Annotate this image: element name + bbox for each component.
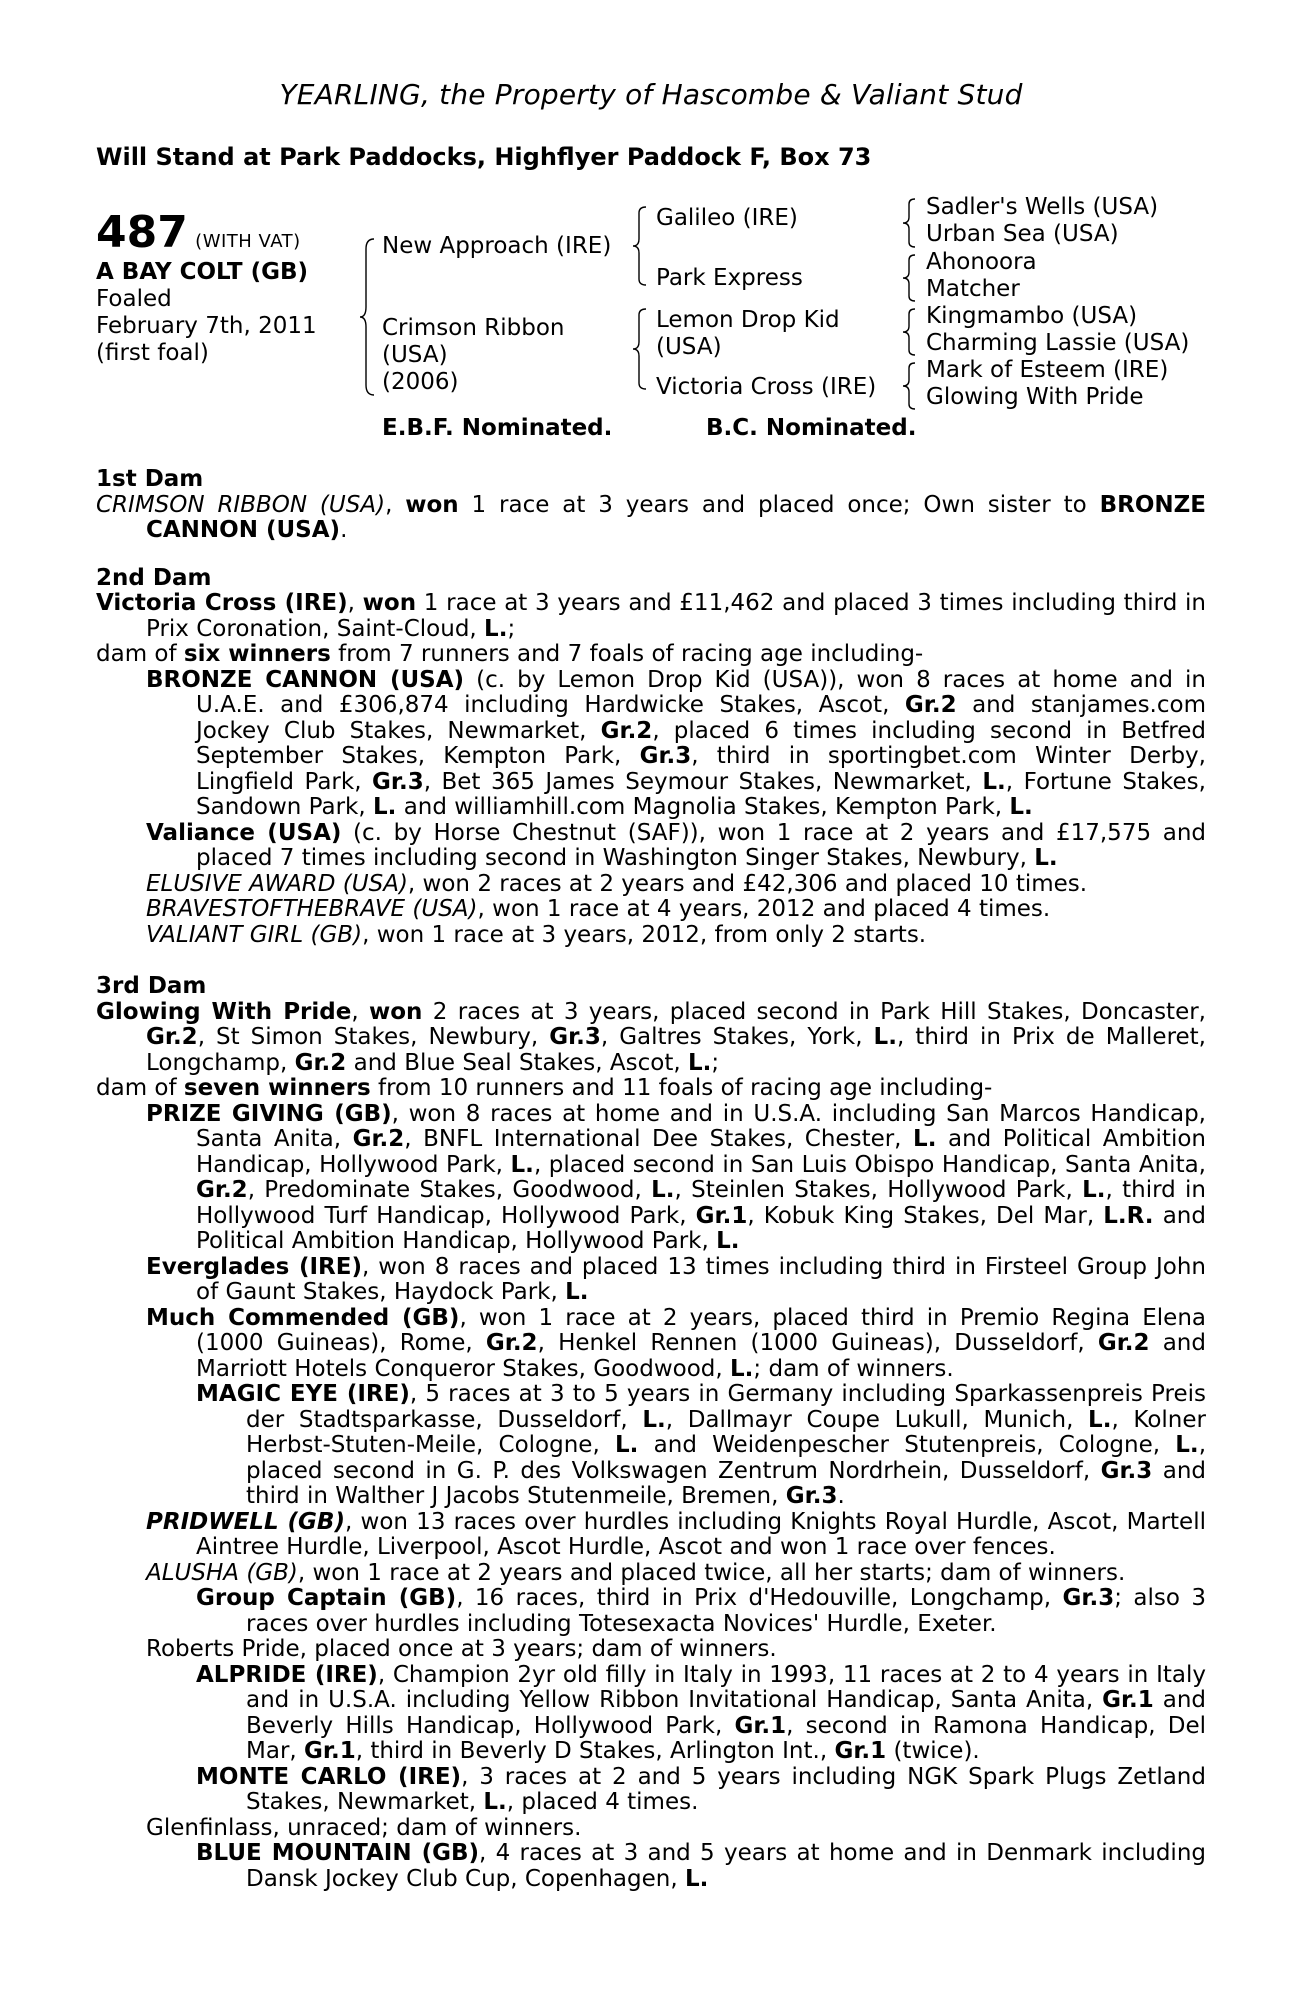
race-text: and williamhill.com Magnolia Stakes, Kempton Park, xyxy=(396,794,1010,820)
listed-mark: L. xyxy=(1009,794,1033,820)
listed-mark: L. xyxy=(1034,845,1058,871)
race-text: (twice). xyxy=(886,1738,980,1764)
race-text: and third in Walther J Jacobs Stutenmeile, Bremen, xyxy=(246,1457,1206,1509)
listed-mark: L.R. xyxy=(1103,1202,1154,1229)
produce-valiance xyxy=(96,821,1206,872)
grade-mark: Gr.3 xyxy=(1062,1585,1115,1611)
grade-mark: Gr.3 xyxy=(549,1024,601,1050)
produce-magic-eye xyxy=(96,1382,1206,1510)
dam-of-label: dam of xyxy=(96,641,184,667)
sire-sire-sire: Sadler's Wells (USA) xyxy=(926,194,1159,220)
stand-location: Will Stand at Park Paddocks, Highflyer Paddock F, Box 73 xyxy=(96,143,872,171)
race-text: and Political Ambition Handicap, Hollywood Park, xyxy=(196,1202,1206,1254)
first-foal-note: (first foal) xyxy=(96,340,209,366)
grade-mark: Gr.3 xyxy=(1100,1457,1153,1484)
dam-line2: (USA) xyxy=(382,342,448,368)
dam-of-rest: from 7 runners and 7 foals of racing age including- xyxy=(330,641,924,667)
grade-mark: Gr.3 xyxy=(372,768,424,795)
grade-mark: Gr.2 xyxy=(196,1177,248,1203)
dam-sire-line1: Lemon Drop Kid xyxy=(656,307,840,333)
race-text: , Bet 365 James Seymour Stakes, Newmarket, xyxy=(423,768,983,795)
race-text: , St Simon Stakes, Newbury, xyxy=(197,1024,550,1050)
first-dam-entry: CRIMSON RIBBON (USA), won 1 race at 3 years and placed once; Own sister to BRONZE CANNON (USA). xyxy=(96,491,1207,543)
race-text: . xyxy=(837,1483,845,1509)
brace-victoria xyxy=(901,361,919,411)
dam-line1: Crimson Ribbon xyxy=(382,315,565,341)
grade-mark: Gr.1 xyxy=(304,1738,356,1764)
race-text: ; xyxy=(711,1049,720,1076)
dam-dam-sire: Mark of Esteem (IRE) xyxy=(926,357,1169,383)
race-text: , Steinlen Stakes, Hollywood Park, xyxy=(674,1177,1083,1203)
dam-of-rest: from 10 runners and 11 foals of racing age including- xyxy=(370,1075,993,1101)
race-text: , third in Prix de Malleret, Longchamp, xyxy=(146,1024,1206,1076)
listed-mark: L. xyxy=(873,1024,897,1050)
listed-mark: L. xyxy=(730,1355,754,1382)
grade-mark: Gr.3 xyxy=(639,743,692,769)
listed-mark: L. xyxy=(687,1049,712,1076)
race-text: 2 races at 3 years, placed second in Park Hill Stakes, Doncaster, xyxy=(422,998,1206,1025)
first-dam-text: 1 race at 3 years and placed once; Own sister to xyxy=(458,491,1100,518)
dam-sire-sire: Kingmambo (USA) xyxy=(926,303,1138,329)
produce-bravestofthebrave xyxy=(96,897,1206,923)
race-text: , BNFL International Dee Stakes, Chester, xyxy=(404,1126,914,1152)
second-dam-entry: Victoria Cross (IRE), won 1 race at 3 years and £11,462 and placed 3 times including third in Prix Coronation, Saint-Cloud, L.; xyxy=(96,590,1206,642)
horse-name: BRAVESTOFTHEBRAVE (USA) xyxy=(146,896,478,922)
race-text: ; also 3 races over hurdles including Totesexacta Novices' Hurdle, Exeter. xyxy=(246,1585,1206,1637)
listed-mark: L. xyxy=(615,1432,639,1458)
race-text: ; dam of winners. xyxy=(753,1355,954,1382)
race-text: , third in Hollywood Turf Handicap, Hollywood Park, xyxy=(196,1177,1206,1229)
sire-sire-dam: Urban Sea (USA) xyxy=(926,221,1119,247)
horse-name: VALIANT GIRL (GB) xyxy=(146,921,363,948)
produce-pridwell xyxy=(96,1510,1206,1561)
horse-name: BLUE MOUNTAIN (GB) xyxy=(196,1840,480,1866)
ebf-nominated: E.B.F. Nominated. xyxy=(382,415,613,441)
horse-name: ELUSIVE AWARD (USA) xyxy=(146,870,408,897)
race-text: , placed 4 times. xyxy=(506,1789,699,1815)
first-dam-name: CRIMSON RIBBON (USA) xyxy=(96,491,386,518)
race-text: , won 13 races over hurdles including Knights Royal Hurdle, Ascot, Martell Aintree Hurdle, Liverpool, Ascot Hurdle, Ascot and won 1 race over fences. xyxy=(196,1508,1206,1560)
winners-count: six winners xyxy=(183,641,331,667)
race-text: (c. by Horse Chestnut (SAF)), won 1 race at 2 years and £17,575 and placed 7 times including second in Washington Singer Stakes, Newbury, xyxy=(196,819,1207,871)
race-text: , Dallmayr Coupe Lukull, Munich, xyxy=(665,1406,1089,1433)
produce-monte-carlo xyxy=(96,1765,1206,1816)
listed-mark: L. xyxy=(716,1228,740,1254)
sire-dam: Park Express xyxy=(656,265,803,291)
race-text: and Marriott Hotels Conqueror Stakes, Goodwood, xyxy=(196,1330,1206,1382)
race-text: , third in Beverly D Stakes, Arlington Int., xyxy=(355,1738,835,1764)
winners-count: seven winners xyxy=(183,1075,371,1101)
race-text: , third in sportingbet.com Winter Derby, Lingfield Park, xyxy=(196,743,1206,795)
bc-nominated: B.C. Nominated. xyxy=(706,415,917,441)
foaled-date: February 7th, 2011 xyxy=(96,313,317,339)
race-text: , Kobuk King Stakes, Del Mar, xyxy=(747,1202,1104,1229)
lot-heading xyxy=(96,209,301,257)
third-dam-produce-line xyxy=(96,1076,1206,1102)
listed-mark: L. xyxy=(565,1279,589,1305)
race-text: , Predominate Stakes, Goodwood, xyxy=(247,1177,652,1203)
dam-dam: Victoria Cross (IRE) xyxy=(656,374,877,400)
produce-group-captain xyxy=(96,1586,1206,1637)
race-text: , 5 races at 3 to 5 years in Germany including Sparkassenpreis Preis der Stadtsparkasse, Dusseldorf, xyxy=(246,1381,1206,1433)
grade-mark: Gr.1 xyxy=(695,1202,748,1229)
race-text: and stanjames.com Jockey Club Stakes, Newmarket, xyxy=(196,692,1206,744)
race-text: (c. by Lemon Drop Kid (USA)), won 8 races at home and in U.A.E. and £306,874 including Hardwicke Stakes, Ascot, xyxy=(196,666,1206,718)
race-text: , Champion 2yr old filly in Italy in 1993, 11 races at 2 to 4 years in Italy and in U.S.A. including Yellow Ribbon Invitational Handicap, Santa Anita, xyxy=(246,1661,1206,1713)
grade-mark: Gr.1 xyxy=(834,1738,887,1764)
race-text: , won 8 races and placed 13 times including third in Firsteel Group John of Gaunt Stakes, Haydock Park, xyxy=(196,1253,1207,1305)
second-dam-text: 1 race at 3 years and £11,462 and placed 3 times including third in Prix Coronation, Saint-Cloud, xyxy=(146,590,1206,642)
horse-name: Valiance (USA) xyxy=(146,819,342,846)
horse-name: PRIZE GIVING (GB) xyxy=(146,1100,392,1127)
race-text: , Kolner Herbst-Stuten-Meile, Cologne, xyxy=(246,1406,1206,1458)
listed-mark: L. xyxy=(483,1789,507,1815)
race-text: , won 8 races at home and in U.S.A. including San Marcos Handicap, Santa Anita, xyxy=(196,1100,1206,1152)
race-text: and Political Ambition Handicap, Hollywood Park, xyxy=(196,1126,1206,1178)
lot-number: 487 xyxy=(96,207,188,258)
horse-name: Everglades (IRE) xyxy=(146,1253,362,1280)
produce-prize-giving xyxy=(96,1102,1206,1255)
race-text: and Weidenpescher Stutenpreis, Cologne, xyxy=(638,1432,1176,1458)
race-text: , 16 races, third in Prix d'Hedouville, Longchamp, xyxy=(456,1585,1063,1611)
horse-name: Much Commended (GB) xyxy=(146,1304,460,1331)
third-dam-name: Glowing With Pride xyxy=(96,998,352,1025)
grade-mark: Gr.1 xyxy=(734,1712,787,1739)
race-text: , Galtres Stakes, York, xyxy=(600,1024,874,1050)
won-label: won xyxy=(369,998,423,1025)
pedigree-block xyxy=(96,194,1206,455)
sire-dam-dam: Matcher xyxy=(926,276,1020,302)
vat-note: (WITH VAT) xyxy=(195,231,301,252)
grade-mark: Gr.2 xyxy=(146,1024,198,1050)
race-text: , 3 races at 2 and 5 years including NGK Spark Plugs Zetland Stakes, Newmarket, xyxy=(246,1763,1206,1815)
race-text: , won 1 race at 2 years and placed twice, all her starts; dam of winners. xyxy=(297,1559,1126,1586)
brace-park-express xyxy=(901,253,919,303)
brace-sire xyxy=(630,205,650,287)
race-text: and Beverly Hills Handicap, Hollywood Park, xyxy=(246,1687,1206,1739)
race-text: , Fortune Stakes, Sandown Park, xyxy=(196,768,1206,820)
horse-name: Group Captain (GB) xyxy=(196,1585,457,1611)
listed-mark: L. xyxy=(982,768,1006,795)
second-dam-section xyxy=(96,566,1206,949)
produce-alusha xyxy=(96,1561,1206,1587)
race-text: , placed 6 times including second in Betfred September Stakes, Kempton Park, xyxy=(196,717,1206,769)
produce-everglades xyxy=(96,1255,1206,1306)
third-dam-heading: 3rd Dam xyxy=(96,973,207,999)
horse-name: MONTE CARLO (IRE) xyxy=(196,1763,462,1790)
horse-name: MAGIC EYE (IRE) xyxy=(196,1381,410,1407)
listed-mark: L. xyxy=(1088,1406,1112,1433)
second-dam-produce-line xyxy=(96,642,1206,668)
grade-mark: Gr.2 xyxy=(600,717,653,744)
horse-name: BRONZE CANNON (USA) xyxy=(146,666,465,693)
listed-mark: L. xyxy=(651,1177,675,1203)
sire-dam-sire: Ahonoora xyxy=(926,249,1037,275)
grade-mark: Gr.2 xyxy=(904,692,957,718)
race-text: , won 1 race at 4 years, 2012 and placed 4 times. xyxy=(477,896,1051,922)
listed-mark: L. xyxy=(372,794,397,820)
dam-sire-dam: Charming Lassie (USA) xyxy=(926,330,1190,356)
won-label: won xyxy=(362,590,417,616)
listed-mark: L. xyxy=(642,1406,666,1433)
horse-name: PRIDWELL (GB) xyxy=(146,1508,345,1535)
race-text: , placed second in San Luis Obispo Handicap, Santa Anita, xyxy=(533,1151,1206,1178)
produce-elusive-award xyxy=(96,872,1206,898)
listed-mark: L. xyxy=(913,1126,937,1152)
produce-alpride xyxy=(96,1663,1206,1765)
produce-much-commended xyxy=(96,1306,1206,1383)
third-dam-entry: Glowing With Pride, won 2 races at 3 years, placed second in Park Hill Stakes, Doncaster, Gr.2, St Simon Stakes, Newbury, Gr.3, Galtres Stakes, York, L., third in Prix de Malleret, Longchamp, Gr.2 and Blue Seal Stakes, Ascot, L.; xyxy=(96,998,1206,1076)
race-text: , won 2 races at 2 years and £42,306 and placed 10 times. xyxy=(407,870,1088,897)
first-dam-section xyxy=(96,467,1206,544)
listed-mark: L. xyxy=(1175,1432,1199,1458)
grade-mark: Gr.2 xyxy=(1097,1330,1150,1356)
third-dam-section xyxy=(96,974,1206,1892)
foaled-label: Foaled xyxy=(96,286,172,312)
race-text: , Henkel Rennen (1000 Guineas), Dusseldorf, xyxy=(537,1330,1098,1356)
dam-of-label: dam of xyxy=(96,1075,184,1101)
produce-bronze-cannon xyxy=(96,668,1206,821)
grade-mark: Gr.2 xyxy=(352,1126,405,1152)
sire-sire: Galileo (IRE) xyxy=(656,205,798,231)
listed-mark: L. xyxy=(1082,1177,1106,1203)
brace-gen1 xyxy=(358,237,378,397)
brace-galileo xyxy=(901,197,919,249)
first-dam-text-end: . xyxy=(340,517,348,543)
grade-mark: Gr.2 xyxy=(485,1330,538,1356)
produce-roberts-pride: Roberts Pride, placed once at 3 years; dam of winners. xyxy=(146,1636,777,1662)
own-sister-name: BRONZE CANNON (USA) xyxy=(146,491,1207,543)
race-text: , won 1 race at 3 years, 2012, from only 2 starts. xyxy=(362,921,927,948)
page-title: YEARLING, the Property of Hascombe & Valiant Stud xyxy=(279,78,1023,111)
produce-blue-mountain xyxy=(96,1841,1206,1892)
grade-mark: Gr.3 xyxy=(785,1483,838,1509)
grade-mark: Gr.1 xyxy=(1102,1687,1154,1713)
race-text: , placed second in G. P. des Volkswagen Zentrum Nordrhein, Dusseldorf, xyxy=(246,1432,1206,1484)
listed-mark: L. xyxy=(484,615,508,642)
race-text: , won 1 race at 2 years, placed third in Premio Regina Elena (1000 Guineas), Rome, xyxy=(196,1304,1206,1356)
dam-dam-dam: Glowing With Pride xyxy=(926,384,1144,410)
listed-mark: L. xyxy=(684,1865,709,1892)
listed-mark: L. xyxy=(510,1151,534,1178)
dam-line3: (2006) xyxy=(382,369,459,395)
horse-name: ALPRIDE (IRE) xyxy=(196,1661,378,1688)
brace-dam xyxy=(630,307,650,391)
second-dam-name: Victoria Cross (IRE) xyxy=(96,590,348,616)
lot-name: A BAY COLT (GB) xyxy=(96,259,309,285)
won-label: won xyxy=(405,491,459,518)
second-dam-heading: 2nd Dam xyxy=(96,564,212,591)
horse-name: ALUSHA (GB) xyxy=(146,1559,298,1586)
grade-mark: Gr.2 xyxy=(294,1049,347,1076)
first-dam-heading: 1st Dam xyxy=(96,466,204,492)
sire: New Approach (IRE) xyxy=(382,233,612,259)
race-text: , second in Ramona Handicap, Del Mar, xyxy=(246,1712,1206,1764)
race-text: , 4 races at 3 and 5 years at home and in Denmark including Dansk Jockey Club Cup, Copenhagen, xyxy=(246,1840,1206,1892)
catalogue-page xyxy=(96,78,1206,1892)
produce-valiant-girl xyxy=(96,923,1206,949)
dam-sire-line2: (USA) xyxy=(656,334,722,360)
second-dam-text-end: ; xyxy=(507,615,516,642)
produce-glenfinlass: Glenfinlass, unraced; dam of winners. xyxy=(146,1814,582,1841)
race-text: and Blue Seal Stakes, Ascot, xyxy=(346,1049,688,1076)
brace-lemon-drop xyxy=(901,307,919,357)
